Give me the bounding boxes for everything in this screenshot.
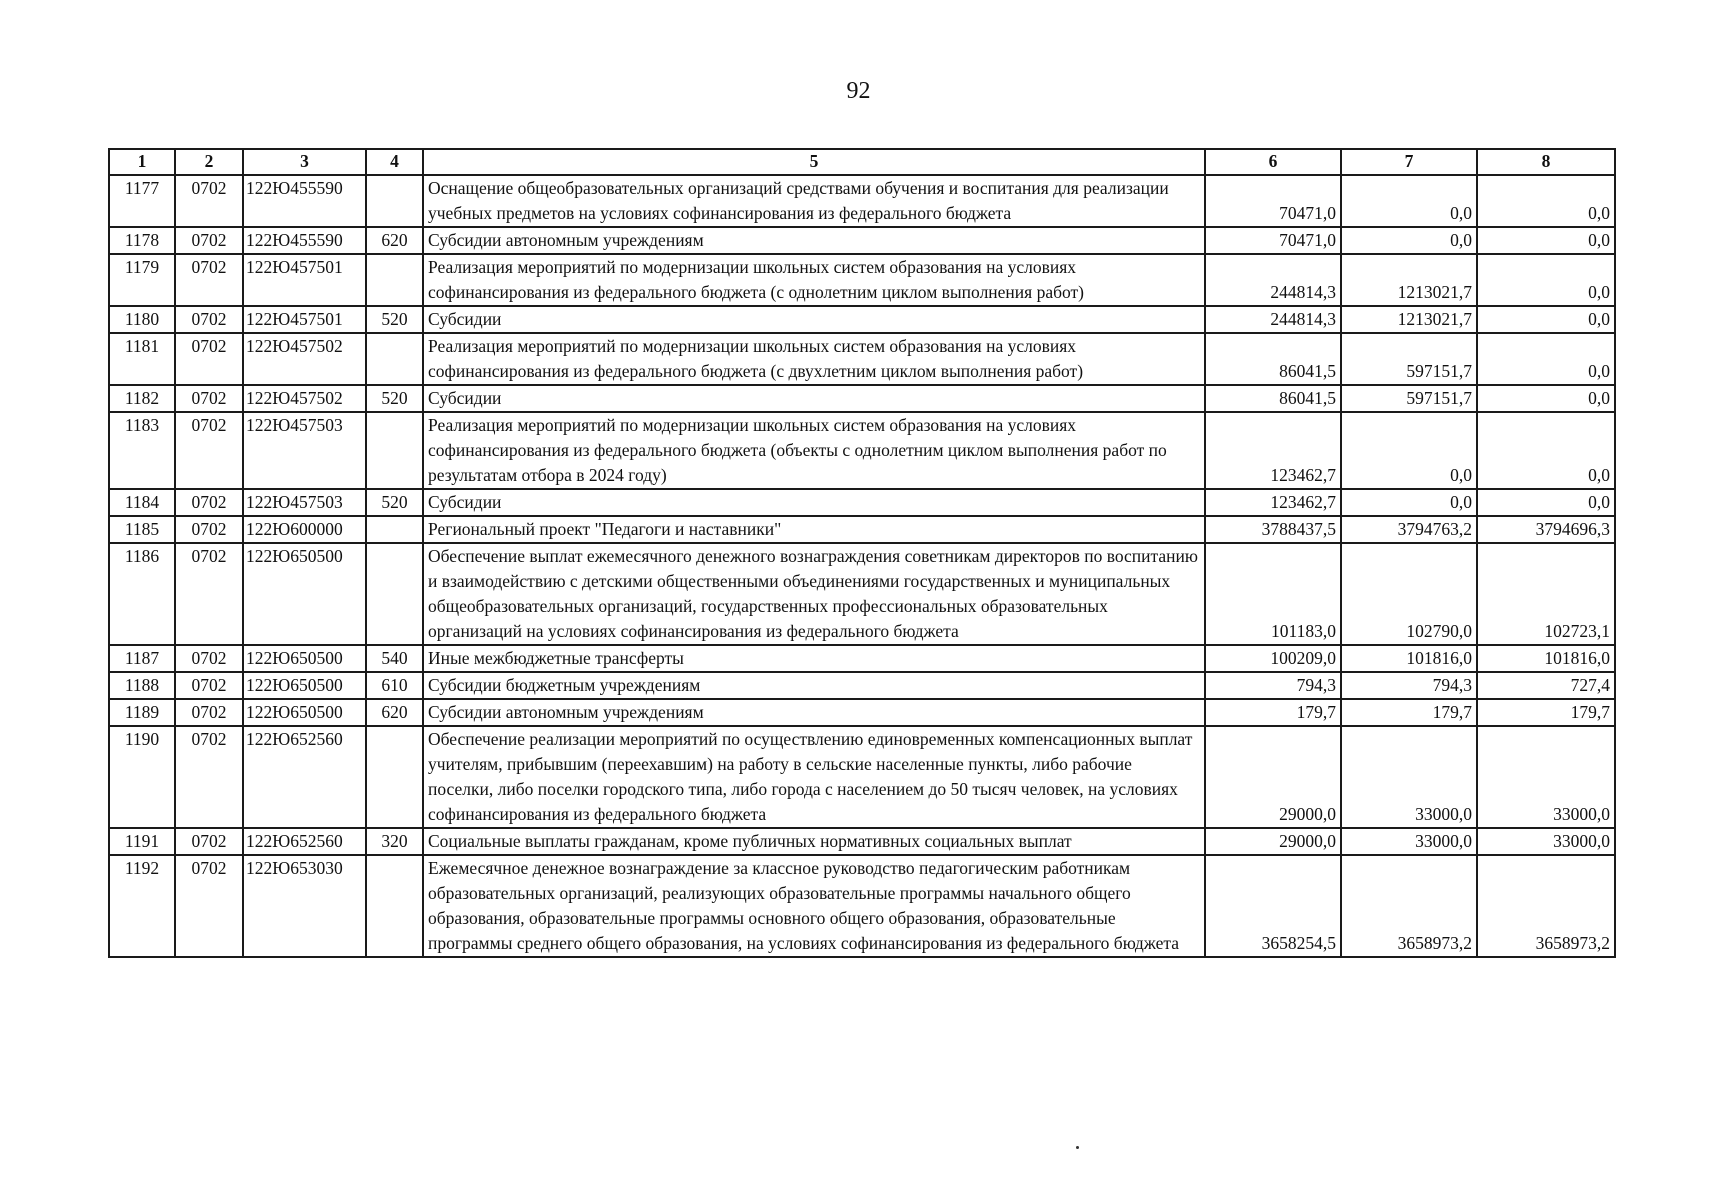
amount-year1-cell: 123462,7 xyxy=(1205,489,1341,516)
section-code-cell: 0702 xyxy=(175,828,243,855)
row-number-cell: 1189 xyxy=(109,699,175,726)
amount-year2-cell: 0,0 xyxy=(1341,412,1477,489)
item-name-cell: Оснащение общеобразовательных организаций средствами обучения и воспитания для реализации учебных предметов на условиях софинансирования из федерального бюджета xyxy=(423,175,1205,227)
amount-year1-cell: 70471,0 xyxy=(1205,227,1341,254)
header-col-4: 4 xyxy=(366,149,423,175)
item-name-cell: Субсидии автономным учреждениям xyxy=(423,227,1205,254)
target-article-cell: 122Ю457502 xyxy=(243,385,366,412)
expense-type-cell xyxy=(366,543,423,645)
expense-type-cell: 520 xyxy=(366,306,423,333)
amount-year1-cell: 123462,7 xyxy=(1205,412,1341,489)
section-code-cell: 0702 xyxy=(175,855,243,957)
table-row xyxy=(109,385,1615,412)
section-code-cell: 0702 xyxy=(175,699,243,726)
table-row xyxy=(109,489,1615,516)
expense-type-cell: 520 xyxy=(366,385,423,412)
target-article-cell: 122Ю652560 xyxy=(243,726,366,828)
table-row xyxy=(109,828,1615,855)
item-name-cell: Региональный проект "Педагоги и наставники" xyxy=(423,516,1205,543)
item-name-cell: Субсидии xyxy=(423,385,1205,412)
amount-year1-cell: 86041,5 xyxy=(1205,385,1341,412)
section-code-cell: 0702 xyxy=(175,385,243,412)
item-name-cell: Субсидии xyxy=(423,489,1205,516)
amount-year1-cell: 244814,3 xyxy=(1205,254,1341,306)
section-code-cell: 0702 xyxy=(175,333,243,385)
table-body xyxy=(109,175,1615,957)
amount-year2-cell: 33000,0 xyxy=(1341,828,1477,855)
amount-year2-cell: 0,0 xyxy=(1341,227,1477,254)
amount-year2-cell: 1213021,7 xyxy=(1341,306,1477,333)
amount-year1-cell: 3788437,5 xyxy=(1205,516,1341,543)
amount-year2-cell: 0,0 xyxy=(1341,489,1477,516)
header-col-5: 5 xyxy=(423,149,1205,175)
amount-year3-cell: 0,0 xyxy=(1477,306,1615,333)
section-code-cell: 0702 xyxy=(175,645,243,672)
amount-year3-cell: 727,4 xyxy=(1477,672,1615,699)
row-number-cell: 1186 xyxy=(109,543,175,645)
expense-type-cell xyxy=(366,412,423,489)
amount-year3-cell: 0,0 xyxy=(1477,254,1615,306)
target-article-cell: 122Ю455590 xyxy=(243,175,366,227)
table-row xyxy=(109,516,1615,543)
row-number-cell: 1190 xyxy=(109,726,175,828)
expense-type-cell: 320 xyxy=(366,828,423,855)
expense-type-cell: 610 xyxy=(366,672,423,699)
item-name-cell: Субсидии бюджетным учреждениям xyxy=(423,672,1205,699)
page-number: 92 xyxy=(846,78,871,104)
row-number-cell: 1179 xyxy=(109,254,175,306)
table-row xyxy=(109,543,1615,645)
amount-year2-cell: 101816,0 xyxy=(1341,645,1477,672)
amount-year3-cell: 0,0 xyxy=(1477,333,1615,385)
amount-year3-cell: 0,0 xyxy=(1477,412,1615,489)
target-article-cell: 122Ю652560 xyxy=(243,828,366,855)
amount-year3-cell: 0,0 xyxy=(1477,489,1615,516)
row-number-cell: 1183 xyxy=(109,412,175,489)
amount-year3-cell: 179,7 xyxy=(1477,699,1615,726)
expense-type-cell: 520 xyxy=(366,489,423,516)
table-row xyxy=(109,333,1615,385)
table-row xyxy=(109,227,1615,254)
target-article-cell: 122Ю455590 xyxy=(243,227,366,254)
amount-year3-cell: 0,0 xyxy=(1477,175,1615,227)
header-col-1: 1 xyxy=(109,149,175,175)
row-number-cell: 1180 xyxy=(109,306,175,333)
amount-year1-cell: 244814,3 xyxy=(1205,306,1341,333)
amount-year1-cell: 3658254,5 xyxy=(1205,855,1341,957)
section-code-cell: 0702 xyxy=(175,726,243,828)
amount-year2-cell: 794,3 xyxy=(1341,672,1477,699)
expense-type-cell: 540 xyxy=(366,645,423,672)
table-row xyxy=(109,645,1615,672)
section-code-cell: 0702 xyxy=(175,412,243,489)
budget-table xyxy=(108,148,1616,958)
amount-year2-cell: 179,7 xyxy=(1341,699,1477,726)
expense-type-cell xyxy=(366,175,423,227)
amount-year2-cell: 3794763,2 xyxy=(1341,516,1477,543)
header-col-8: 8 xyxy=(1477,149,1615,175)
table-row xyxy=(109,306,1615,333)
item-name-cell: Обеспечение реализации мероприятий по осуществлению единовременных компенсационных выплат учителям, прибывшим (переехавшим) на работу в сельские населенные пункты, либо рабочие поселки, либо поселки городского типа, либо города с населением до 50 тысяч человек, на условиях софинансирования из федерального бюджета xyxy=(423,726,1205,828)
item-name-cell: Субсидии xyxy=(423,306,1205,333)
header-col-6: 6 xyxy=(1205,149,1341,175)
row-number-cell: 1182 xyxy=(109,385,175,412)
target-article-cell: 122Ю457502 xyxy=(243,333,366,385)
item-name-cell: Реализация мероприятий по модернизации школьных систем образования на условиях софинансирования из федерального бюджета (объекты с однолетним циклом выполнения работ по результатам отбора в 2024 году) xyxy=(423,412,1205,489)
target-article-cell: 122Ю653030 xyxy=(243,855,366,957)
expense-type-cell: 620 xyxy=(366,227,423,254)
target-article-cell: 122Ю650500 xyxy=(243,672,366,699)
row-number-cell: 1181 xyxy=(109,333,175,385)
row-number-cell: 1192 xyxy=(109,855,175,957)
table-row xyxy=(109,254,1615,306)
row-number-cell: 1188 xyxy=(109,672,175,699)
target-article-cell: 122Ю600000 xyxy=(243,516,366,543)
row-number-cell: 1191 xyxy=(109,828,175,855)
item-name-cell: Субсидии автономным учреждениям xyxy=(423,699,1205,726)
amount-year2-cell: 33000,0 xyxy=(1341,726,1477,828)
amount-year3-cell: 0,0 xyxy=(1477,227,1615,254)
item-name-cell: Реализация мероприятий по модернизации школьных систем образования на условиях софинансирования из федерального бюджета (с двухлетним циклом выполнения работ) xyxy=(423,333,1205,385)
section-code-cell: 0702 xyxy=(175,227,243,254)
amount-year3-cell: 101816,0 xyxy=(1477,645,1615,672)
row-number-cell: 1185 xyxy=(109,516,175,543)
section-code-cell: 0702 xyxy=(175,306,243,333)
amount-year3-cell: 0,0 xyxy=(1477,385,1615,412)
amount-year3-cell: 3794696,3 xyxy=(1477,516,1615,543)
section-code-cell: 0702 xyxy=(175,516,243,543)
item-name-cell: Обеспечение выплат ежемесячного денежного вознаграждения советникам директоров по воспитанию и взаимодействию с детскими общественными объединениями государственных и муниципальных общеобразовательных организаций, государственных профессиональных образовательных организаций на условиях софинансирования из федерального бюджета xyxy=(423,543,1205,645)
target-article-cell: 122Ю650500 xyxy=(243,645,366,672)
amount-year2-cell: 3658973,2 xyxy=(1341,855,1477,957)
row-number-cell: 1178 xyxy=(109,227,175,254)
header-col-2: 2 xyxy=(175,149,243,175)
amount-year1-cell: 794,3 xyxy=(1205,672,1341,699)
item-name-cell: Реализация мероприятий по модернизации школьных систем образования на условиях софинансирования из федерального бюджета (с однолетним циклом выполнения работ) xyxy=(423,254,1205,306)
amount-year1-cell: 101183,0 xyxy=(1205,543,1341,645)
expense-type-cell: 620 xyxy=(366,699,423,726)
table-row xyxy=(109,175,1615,227)
amount-year3-cell: 33000,0 xyxy=(1477,828,1615,855)
target-article-cell: 122Ю650500 xyxy=(243,699,366,726)
scan-dot xyxy=(1076,1146,1079,1149)
section-code-cell: 0702 xyxy=(175,543,243,645)
table-row xyxy=(109,726,1615,828)
expense-type-cell xyxy=(366,516,423,543)
expense-type-cell xyxy=(366,254,423,306)
amount-year2-cell: 102790,0 xyxy=(1341,543,1477,645)
table-row xyxy=(109,855,1615,957)
table-row xyxy=(109,699,1615,726)
target-article-cell: 122Ю457503 xyxy=(243,412,366,489)
amount-year2-cell: 597151,7 xyxy=(1341,333,1477,385)
amount-year1-cell: 29000,0 xyxy=(1205,828,1341,855)
target-article-cell: 122Ю650500 xyxy=(243,543,366,645)
amount-year2-cell: 597151,7 xyxy=(1341,385,1477,412)
table-row xyxy=(109,412,1615,489)
expense-type-cell xyxy=(366,855,423,957)
row-number-cell: 1187 xyxy=(109,645,175,672)
row-number-cell: 1184 xyxy=(109,489,175,516)
amount-year3-cell: 3658973,2 xyxy=(1477,855,1615,957)
amount-year1-cell: 70471,0 xyxy=(1205,175,1341,227)
amount-year1-cell: 100209,0 xyxy=(1205,645,1341,672)
item-name-cell: Иные межбюджетные трансферты xyxy=(423,645,1205,672)
header-row xyxy=(109,149,1615,175)
section-code-cell: 0702 xyxy=(175,254,243,306)
expense-type-cell xyxy=(366,333,423,385)
table-row xyxy=(109,672,1615,699)
header-col-3: 3 xyxy=(243,149,366,175)
amount-year3-cell: 33000,0 xyxy=(1477,726,1615,828)
section-code-cell: 0702 xyxy=(175,489,243,516)
expense-type-cell xyxy=(366,726,423,828)
header-col-7: 7 xyxy=(1341,149,1477,175)
amount-year2-cell: 0,0 xyxy=(1341,175,1477,227)
item-name-cell: Социальные выплаты гражданам, кроме публичных нормативных социальных выплат xyxy=(423,828,1205,855)
amount-year2-cell: 1213021,7 xyxy=(1341,254,1477,306)
target-article-cell: 122Ю457501 xyxy=(243,306,366,333)
item-name-cell: Ежемесячное денежное вознаграждение за классное руководство педагогическим работникам образовательных организаций, реализующих образовательные программы начального общего образования, образовательные программы основного общего образования, образовательные программы среднего общего образования, на условиях софинансирования из федерального бюджета xyxy=(423,855,1205,957)
amount-year1-cell: 86041,5 xyxy=(1205,333,1341,385)
amount-year3-cell: 102723,1 xyxy=(1477,543,1615,645)
amount-year1-cell: 179,7 xyxy=(1205,699,1341,726)
target-article-cell: 122Ю457503 xyxy=(243,489,366,516)
row-number-cell: 1177 xyxy=(109,175,175,227)
section-code-cell: 0702 xyxy=(175,175,243,227)
amount-year1-cell: 29000,0 xyxy=(1205,726,1341,828)
target-article-cell: 122Ю457501 xyxy=(243,254,366,306)
section-code-cell: 0702 xyxy=(175,672,243,699)
